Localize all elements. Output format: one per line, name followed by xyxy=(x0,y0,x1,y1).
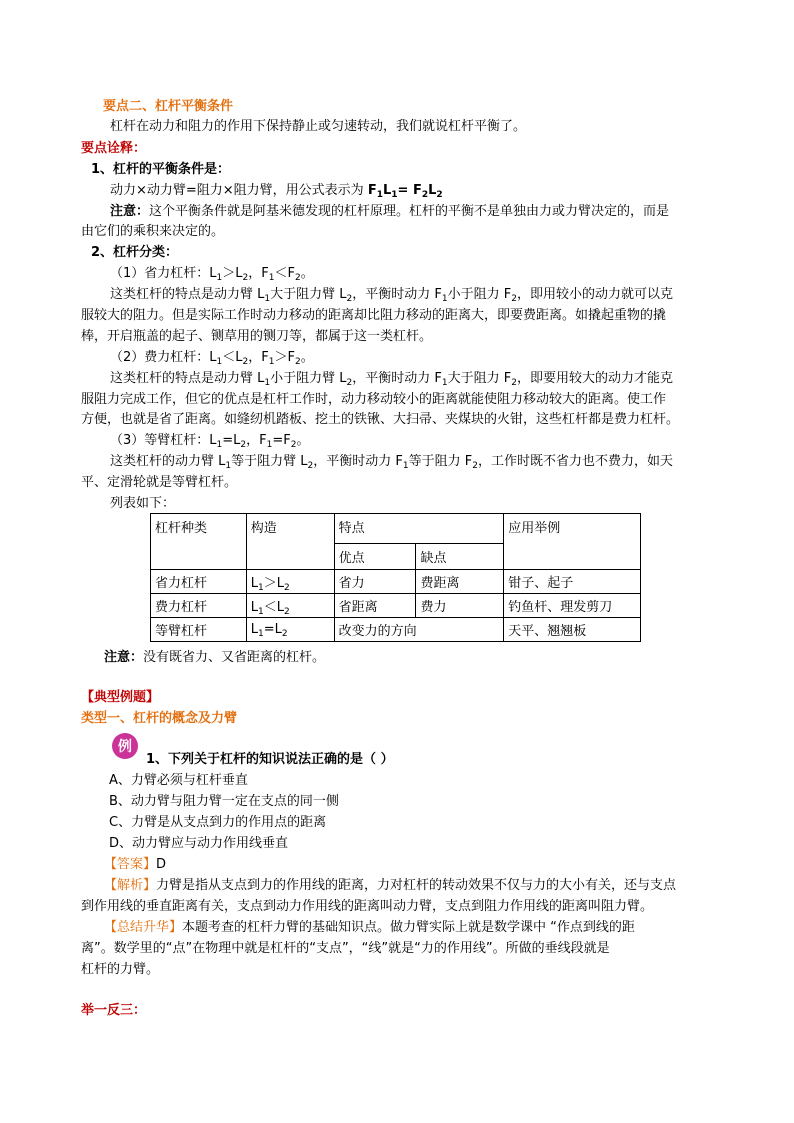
cell-example: 天平、翘翘板 xyxy=(504,618,641,642)
class3-label: （3）等臂杠杆：$L_1=L_2$，$F_1=F_2$。 xyxy=(110,433,310,450)
class1-desc: 这类杠杆的特点是动力臂 $L_1$大于阻力臂 $L_2$，平衡时动力 $F_1$小于阻力 $F_2$，即用较小的动力就可以克 xyxy=(110,287,673,304)
balance-condition-title: 1、杠杆的平衡条件是： xyxy=(91,162,231,177)
class2-label: （2）费力杠杆：$L_1<L_2$，$F_1>F_2$。 xyxy=(110,350,314,367)
cell-example: 钳子、起子 xyxy=(504,570,641,594)
cell-type: 费力杠杆 xyxy=(151,594,247,618)
summary-3: 杠杆的力臂。 xyxy=(81,962,160,977)
analysis-2: 到作用线的垂直距离有关，支点到动力作用线的距离叫动力臂，支点到阻力作用线的距离叫阻力臂。 xyxy=(81,899,654,914)
formula-line: 动力×动力臂=阻力×阻力臂，用公式表示为 $F_1L_1= F_2L_2$ xyxy=(110,183,443,200)
cell-dis: 费距离 xyxy=(416,570,504,594)
answer: 【答案】D xyxy=(104,857,167,872)
class2-desc-3: 方便，也就是省了距离。如缝纫机踏板、挖土的铁锹、大扫帚、夹煤块的火钳，这些杠杆都是费力杠杆。 xyxy=(81,412,680,427)
type1-heading: 类型一、杠杆的概念及力臂 xyxy=(81,711,238,726)
summary: 【总结升华】本题考查的杠杆力臂的基础知识点。做力臂实际上就是数学课中 “作点到线的距 xyxy=(104,920,635,935)
cell-adv: 省力 xyxy=(334,570,416,594)
table-row xyxy=(151,570,641,594)
header-example: 应用举例 xyxy=(504,514,641,570)
classification-title: 2、杠杆分类： xyxy=(91,245,179,260)
option-b: B、动力臂与阻力臂一定在支点的同一侧 xyxy=(109,794,339,809)
example-badge-icon xyxy=(110,731,140,761)
formula: $F_1L_1= F_2L_2$ xyxy=(367,183,443,200)
cell-struct: $L_1<L_2$ xyxy=(246,594,334,618)
option-c: C、力臂是从支点到力的作用点的距离 xyxy=(109,815,327,830)
class1-label: （1）省力杠杆：$L_1>L_2$，$F_1<F_2$。 xyxy=(110,266,314,283)
cell-adv: 省距离 xyxy=(334,594,416,618)
list-intro: 列表如下： xyxy=(110,496,176,511)
header-feature: 特点 xyxy=(334,514,504,544)
examples-heading: 【典型例题】 xyxy=(81,690,160,705)
summary-2: 离”。数学里的“点”在物理中就是杠杆的“支点”，“线”就是“力的作用线”。所做的垂线段就是 xyxy=(81,941,610,956)
cell-merged: 改变力的方向 xyxy=(334,618,504,642)
class2-desc: 这类杠杆的特点是动力臂 $L_1$小于阻力臂 $L_2$，平衡时动力 $F_1$大于阻力 $F_2$，即要用较大的动力才能克 xyxy=(110,371,673,388)
class2-desc-2: 服阻力完成工作，但它的优点是杠杆工作时，动力移动较小的距离就能使阻力移动较大的距离。使工作 xyxy=(81,392,667,407)
note-line: 注意：这个平衡条件就是阿基米德发现的杠杆原理。杠杆的平衡不是单独由力或力臂决定的，而是 xyxy=(110,204,670,219)
class1-desc-2: 服较大的阻力。但是实际工作时动力移动的距离却比阻力移动的距离大，即要费距离。如撬起重物的撬 xyxy=(81,308,667,323)
lever-table xyxy=(150,513,641,642)
analysis: 【解析】力臂是指从支点到力的作用线的距离，力对杠杆的转动效果不仅与力的大小有关，还与支点 xyxy=(104,878,677,893)
table-header-row xyxy=(151,514,641,544)
cell-dis: 费力 xyxy=(416,594,504,618)
class3-desc-2: 平、定滑轮就是等臂杠杆。 xyxy=(81,475,238,490)
option-d: D、动力臂应与动力作用线垂直 xyxy=(109,836,289,851)
note-line-2: 由它们的乘积来决定的。 xyxy=(81,224,225,239)
explain-heading: 要点诠释： xyxy=(81,141,147,156)
badge-text: 例 xyxy=(118,739,132,755)
cell-struct: $L_1=L_2$ xyxy=(246,618,334,642)
after-table-note: 注意：没有既省力、又省距离的杠杆。 xyxy=(104,650,326,665)
header-dis: 缺点 xyxy=(416,544,504,570)
question: 1、下列关于杠杆的知识说法正确的是（ ） xyxy=(146,752,394,767)
class1-desc-3: 棒，开启瓶盖的起子、铡草用的铡刀等，都属于这一类杠杆。 xyxy=(81,329,433,344)
practice-heading: 举一反三： xyxy=(81,1003,147,1018)
option-a: A、力臂必须与杠杆垂直 xyxy=(109,773,248,788)
cell-example: 钓鱼杆、理发剪刀 xyxy=(504,594,641,618)
cell-type: 省力杠杆 xyxy=(151,570,247,594)
header-type: 杠杆种类 xyxy=(151,514,247,570)
table-row xyxy=(151,618,641,642)
class3-desc: 这类杠杆的动力臂 $L_1$等于阻力臂 $L_2$，平衡时动力 $F_1$等于阻力 $F_2$，工作时既不省力也不费力，如天 xyxy=(110,454,673,471)
table-row xyxy=(151,594,641,618)
cell-struct: $L_1>L_2$ xyxy=(246,570,334,594)
section-heading: 要点二、杠杆平衡条件 xyxy=(103,99,234,114)
cell-type: 等臂杠杆 xyxy=(151,618,247,642)
header-adv: 优点 xyxy=(334,544,416,570)
section-intro: 杠杆在动力和阻力的作用下保持静止或匀速转动，我们就说杠杆平衡了。 xyxy=(110,119,527,134)
header-struct: 构造 xyxy=(246,514,334,570)
